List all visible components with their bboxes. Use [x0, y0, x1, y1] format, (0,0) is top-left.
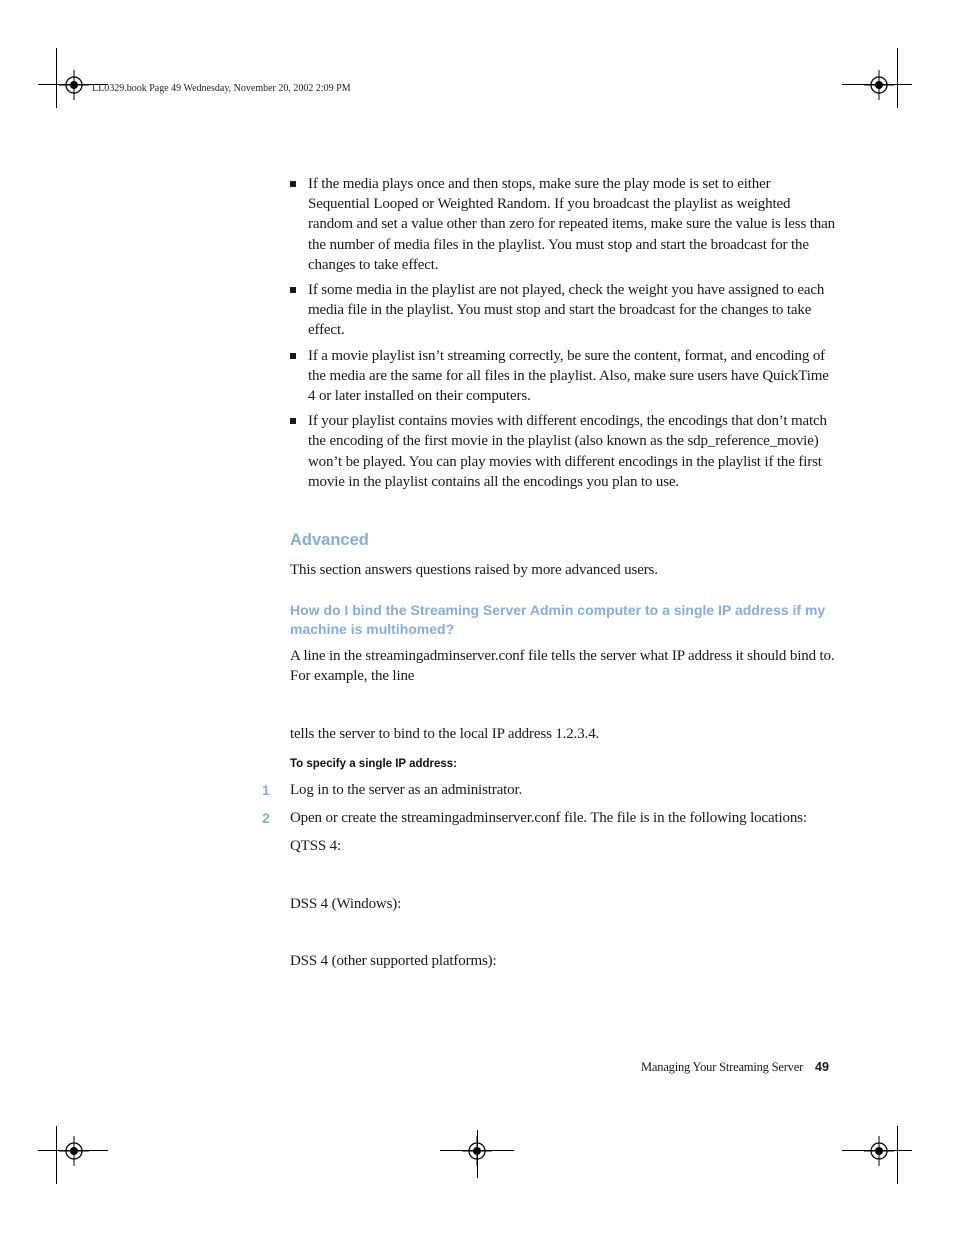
section-heading: Advanced	[290, 531, 369, 549]
crop-mark	[897, 48, 898, 108]
print-slug: LL0329.book Page 49 Wednesday, November 20, 2002 2:09 PM	[92, 83, 351, 94]
list-item-text: If your playlist contains movies with different encodings, the encodings that don’t match the encoding of the first movie in the playlist (also known as the sdp_reference_movie) won’t be played. You can play movies with different encodings in the playlist if the first movie in the playlist contains all the encodings you plan to use.	[308, 413, 827, 490]
list-item	[290, 411, 835, 492]
bullet-square-icon	[290, 287, 296, 293]
registration-mark-icon	[59, 70, 89, 100]
location-label: QTSS 4:	[290, 838, 342, 854]
list-item-text: If the media plays once and then stops, make sure the play mode is set to either Sequential Looped or Weighted Random. If you broadcast the playlist as weighted random and set a value other than zero for repeated items, make sure the value is less than the number of media files in the playlist. You must stop and start the broadcast for the changes to take effect.	[308, 176, 835, 273]
step-number: 1	[262, 782, 270, 798]
registration-mark-icon	[864, 70, 894, 100]
step-number: 2	[262, 810, 270, 826]
crop-mark	[56, 48, 57, 108]
location-label: DSS 4 (Windows):	[290, 896, 402, 912]
bullet-list	[290, 174, 835, 497]
list-item	[290, 346, 835, 407]
task-heading: To specify a single IP address:	[290, 758, 458, 770]
bind-explanation-paragraph: tells the server to bind to the local IP address 1.2.3.4.	[290, 726, 600, 742]
list-item-text: If a movie playlist isn’t streaming correctly, be sure the content, format, and encoding of the media are the same for all files in the playlist. Also, make sure users have QuickTime 4 or later installed on their computers.	[308, 347, 829, 405]
registration-mark-icon	[864, 1136, 894, 1166]
registration-mark-icon	[59, 1136, 89, 1166]
list-item	[290, 280, 835, 341]
list-item	[290, 174, 835, 275]
registration-mark-icon	[462, 1136, 492, 1166]
list-item-text: If some media in the playlist are not played, check the weight you have assigned to each media file in the playlist. You must stop and start the broadcast for the changes to take effect.	[308, 282, 825, 339]
crop-mark	[56, 1126, 57, 1184]
question-heading: How do I bind the Streaming Server Admin computer to a single IP address if my machine is multihomed?	[290, 602, 826, 637]
location-label: DSS 4 (other supported platforms):	[290, 953, 497, 969]
config-line-paragraph: A line in the streamingadminserver.conf file tells the server what IP address it should bind to. For example, the line	[290, 648, 835, 685]
footer-chapter-title: Managing Your Streaming Server	[641, 1060, 804, 1074]
intro-paragraph: This section answers questions raised by more advanced users.	[290, 562, 658, 578]
step-text: Open or create the streamingadminserver.conf file. The file is in the following locations:	[290, 810, 807, 826]
bullet-square-icon	[290, 181, 296, 187]
crop-mark	[897, 1126, 898, 1184]
page-number: 49	[815, 1060, 829, 1074]
step-text: Log in to the server as an administrator.	[290, 782, 523, 798]
bullet-square-icon	[290, 353, 296, 359]
bullet-square-icon	[290, 418, 296, 424]
